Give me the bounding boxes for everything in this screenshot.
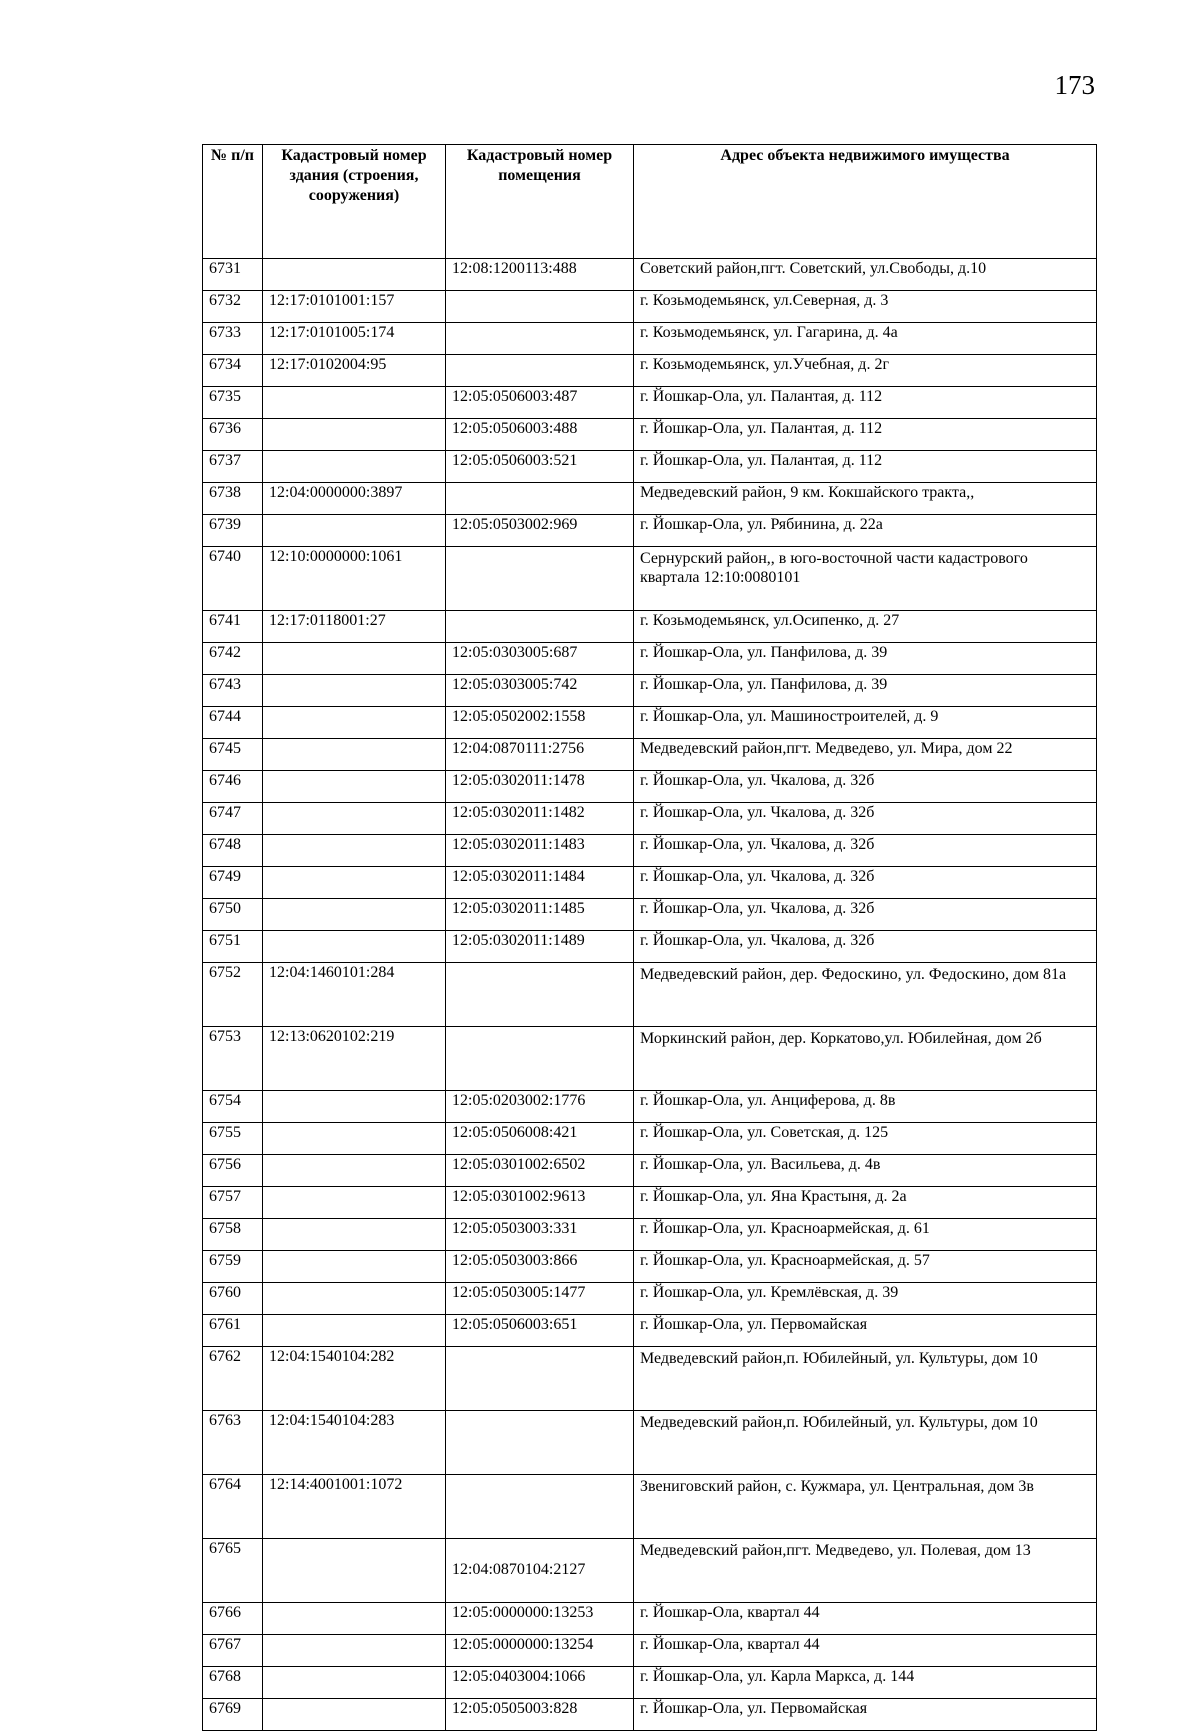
header-building-cadastral: Кадастровый номер здания (строения, сооружения) [263,145,446,259]
building-cadastral-number: 12:17:0101001:157 [263,291,446,323]
room-cadastral-number: 12:05:0506003:521 [446,451,634,483]
row-number: 6743 [203,675,263,707]
table-row [203,899,1097,931]
table-row [203,1347,1097,1411]
building-cadastral-number [263,1699,446,1731]
building-cadastral-number [263,1315,446,1347]
table-row [203,739,1097,771]
room-cadastral-number [446,355,634,387]
property-address: Сернурский район,, в юго-восточной части кадастрового квартала 12:10:0080101 [634,547,1097,611]
room-cadastral-number: 12:05:0502002:1558 [446,707,634,739]
property-address: Звениговский район, с. Кужмара, ул. Центральная, дом 3в [634,1475,1097,1539]
room-cadastral-number: 12:05:0506008:421 [446,1123,634,1155]
building-cadastral-number [263,931,446,963]
building-cadastral-number [263,1219,446,1251]
property-address: г. Йошкар-Ола, ул. Палантая, д. 112 [634,387,1097,419]
room-cadastral-number: 12:05:0503003:866 [446,1251,634,1283]
table-row [203,547,1097,611]
property-address: г. Йошкар-Ола, ул. Кремлёвская, д. 39 [634,1283,1097,1315]
table-row [203,259,1097,291]
row-number: 6754 [203,1091,263,1123]
table-row [203,835,1097,867]
table-row [203,1219,1097,1251]
property-address: г. Йошкар-Ола, ул. Палантая, д. 112 [634,419,1097,451]
room-cadastral-number: 12:05:0302011:1485 [446,899,634,931]
row-number: 6734 [203,355,263,387]
header-num: № п/п [203,145,263,259]
row-number: 6765 [203,1539,263,1603]
building-cadastral-number: 12:13:0620102:219 [263,1027,446,1091]
row-number: 6732 [203,291,263,323]
building-cadastral-number [263,1539,446,1603]
building-cadastral-number [263,1667,446,1699]
property-address: г. Йошкар-Ола, ул. Карла Маркса, д. 144 [634,1667,1097,1699]
property-address: г. Йошкар-Ола, квартал 44 [634,1603,1097,1635]
table-row [203,1603,1097,1635]
property-address: г. Йошкар-Ола, ул. Чкалова, д. 32б [634,931,1097,963]
property-address: Советский район,пгт. Советский, ул.Свободы, д.10 [634,259,1097,291]
table-row [203,355,1097,387]
table-row [203,483,1097,515]
room-cadastral-number [446,1347,634,1411]
table-row [203,1283,1097,1315]
row-number: 6752 [203,963,263,1027]
row-number: 6753 [203,1027,263,1091]
row-number: 6741 [203,611,263,643]
room-cadastral-number: 12:05:0302011:1478 [446,771,634,803]
room-cadastral-number: 12:04:0870104:2127 [446,1539,634,1603]
building-cadastral-number [263,451,446,483]
room-cadastral-number: 12:08:1200113:488 [446,259,634,291]
room-cadastral-number: 12:05:0503005:1477 [446,1283,634,1315]
row-number: 6768 [203,1667,263,1699]
table-row [203,643,1097,675]
room-cadastral-number: 12:05:0301002:9613 [446,1187,634,1219]
table-row [203,1475,1097,1539]
room-cadastral-number [446,611,634,643]
building-cadastral-number: 12:04:0000000:3897 [263,483,446,515]
property-address: г. Йошкар-Ола, ул. Палантая, д. 112 [634,451,1097,483]
property-address: г. Йошкар-Ола, ул. Рябинина, д. 22а [634,515,1097,547]
table-row [203,1123,1097,1155]
building-cadastral-number [263,803,446,835]
row-number: 6745 [203,739,263,771]
row-number: 6761 [203,1315,263,1347]
building-cadastral-number: 12:04:1460101:284 [263,963,446,1027]
room-cadastral-number: 12:05:0000000:13253 [446,1603,634,1635]
room-cadastral-number: 12:05:0503002:969 [446,515,634,547]
row-number: 6748 [203,835,263,867]
table-row [203,1315,1097,1347]
room-cadastral-number: 12:04:0870111:2756 [446,739,634,771]
building-cadastral-number [263,1187,446,1219]
property-address: г. Козьмодемьянск, ул.Осипенко, д. 27 [634,611,1097,643]
property-address: г. Йошкар-Ола, ул. Первомайская [634,1315,1097,1347]
building-cadastral-number: 12:10:0000000:1061 [263,547,446,611]
property-address: г. Йошкар-Ола, ул. Чкалова, д. 32б [634,835,1097,867]
row-number: 6758 [203,1219,263,1251]
property-address: г. Йошкар-Ола, ул. Чкалова, д. 32б [634,867,1097,899]
property-address: Моркинский район, дер. Коркатово,ул. Юбилейная, дом 2б [634,1027,1097,1091]
row-number: 6733 [203,323,263,355]
property-address: г. Йошкар-Ола, ул. Яна Крастыня, д. 2а [634,1187,1097,1219]
property-address: г. Йошкар-Ола, ул. Чкалова, д. 32б [634,803,1097,835]
table-row [203,771,1097,803]
property-address: г. Йошкар-Ола, ул. Чкалова, д. 32б [634,899,1097,931]
table-row [203,291,1097,323]
table-row [203,707,1097,739]
property-address: Медведевский район, дер. Федоскино, ул. Федоскино, дом 81а [634,963,1097,1027]
row-number: 6762 [203,1347,263,1411]
property-address: г. Йошкар-Ола, ул. Красноармейская, д. 61 [634,1219,1097,1251]
table-row [203,803,1097,835]
building-cadastral-number: 12:17:0102004:95 [263,355,446,387]
property-address: г. Козьмодемьянск, ул. Гагарина, д. 4а [634,323,1097,355]
property-address: Медведевский район,п. Юбилейный, ул. Культуры, дом 10 [634,1347,1097,1411]
building-cadastral-number [263,675,446,707]
row-number: 6747 [203,803,263,835]
row-number: 6735 [203,387,263,419]
property-address: Медведевский район, 9 км. Кокшайского тракта,, [634,483,1097,515]
building-cadastral-number: 12:17:0101005:174 [263,323,446,355]
table-row [203,1251,1097,1283]
row-number: 6737 [203,451,263,483]
room-cadastral-number: 12:05:0301002:6502 [446,1155,634,1187]
property-address: г. Козьмодемьянск, ул.Северная, д. 3 [634,291,1097,323]
row-number: 6750 [203,899,263,931]
building-cadastral-number [263,1603,446,1635]
row-number: 6759 [203,1251,263,1283]
room-cadastral-number: 12:05:0302011:1483 [446,835,634,867]
property-address: г. Йошкар-Ола, ул. Васильева, д. 4в [634,1155,1097,1187]
page-number: 173 [1054,70,1095,100]
room-cadastral-number [446,483,634,515]
property-address: Медведевский район,пгт. Медведево, ул. Мира, дом 22 [634,739,1097,771]
table-row [203,1635,1097,1667]
table-row [203,451,1097,483]
building-cadastral-number [263,707,446,739]
property-address: г. Йошкар-Ола, квартал 44 [634,1635,1097,1667]
room-cadastral-number [446,547,634,611]
room-cadastral-number: 12:05:0000000:13254 [446,1635,634,1667]
building-cadastral-number [263,1251,446,1283]
property-address: г. Йошкар-Ола, ул. Красноармейская, д. 57 [634,1251,1097,1283]
building-cadastral-number [263,867,446,899]
property-address: г. Йошкар-Ола, ул. Анциферова, д. 8в [634,1091,1097,1123]
table-row [203,1539,1097,1603]
row-number: 6738 [203,483,263,515]
row-number: 6740 [203,547,263,611]
table-row [203,515,1097,547]
table-row [203,1699,1097,1731]
building-cadastral-number [263,1123,446,1155]
room-cadastral-number: 12:05:0302011:1489 [446,931,634,963]
row-number: 6756 [203,1155,263,1187]
building-cadastral-number [263,1635,446,1667]
building-cadastral-number: 12:17:0118001:27 [263,611,446,643]
table-row [203,419,1097,451]
room-cadastral-number: 12:05:0506003:488 [446,419,634,451]
row-number: 6767 [203,1635,263,1667]
room-cadastral-number: 12:05:0403004:1066 [446,1667,634,1699]
row-number: 6769 [203,1699,263,1731]
building-cadastral-number [263,1155,446,1187]
row-number: 6731 [203,259,263,291]
row-number: 6736 [203,419,263,451]
room-cadastral-number: 12:05:0506003:487 [446,387,634,419]
building-cadastral-number [263,515,446,547]
building-cadastral-number [263,419,446,451]
table-row [203,611,1097,643]
room-cadastral-number [446,1411,634,1475]
table-row [203,1187,1097,1219]
room-cadastral-number: 12:05:0203002:1776 [446,1091,634,1123]
row-number: 6739 [203,515,263,547]
row-number: 6751 [203,931,263,963]
building-cadastral-number: 12:04:1540104:282 [263,1347,446,1411]
property-address: Медведевский район,пгт. Медведево, ул. Полевая, дом 13 [634,1539,1097,1603]
building-cadastral-number: 12:04:1540104:283 [263,1411,446,1475]
building-cadastral-number [263,1283,446,1315]
property-address: г. Йошкар-Ола, ул. Первомайская [634,1699,1097,1731]
table-row [203,931,1097,963]
row-number: 6760 [203,1283,263,1315]
property-address: Медведевский район,п. Юбилейный, ул. Культуры, дом 10 [634,1411,1097,1475]
room-cadastral-number [446,323,634,355]
property-address: г. Йошкар-Ола, ул. Чкалова, д. 32б [634,771,1097,803]
table-row [203,1027,1097,1091]
row-number: 6763 [203,1411,263,1475]
building-cadastral-number [263,387,446,419]
building-cadastral-number [263,771,446,803]
table-row [203,387,1097,419]
row-number: 6744 [203,707,263,739]
room-cadastral-number [446,963,634,1027]
building-cadastral-number [263,739,446,771]
room-cadastral-number: 12:05:0503003:331 [446,1219,634,1251]
table-row [203,963,1097,1027]
table-row [203,675,1097,707]
room-cadastral-number: 12:05:0303005:742 [446,675,634,707]
row-number: 6742 [203,643,263,675]
table-row [203,867,1097,899]
table-row [203,1411,1097,1475]
table-row [203,1667,1097,1699]
table-row [203,323,1097,355]
header-room-cadastral: Кадастровый номер помещения [446,145,634,259]
building-cadastral-number [263,1091,446,1123]
row-number: 6764 [203,1475,263,1539]
header-address: Адрес объекта недвижимого имущества [634,145,1097,259]
table-body [203,259,1097,1731]
table-row [203,1155,1097,1187]
room-cadastral-number: 12:05:0303005:687 [446,643,634,675]
property-address: г. Козьмодемьянск, ул.Учебная, д. 2г [634,355,1097,387]
room-cadastral-number: 12:05:0505003:828 [446,1699,634,1731]
table-header [203,145,1097,259]
room-cadastral-number: 12:05:0302011:1484 [446,867,634,899]
row-number: 6746 [203,771,263,803]
property-address: г. Йошкар-Ола, ул. Машиностроителей, д. 9 [634,707,1097,739]
room-cadastral-number [446,291,634,323]
row-number: 6749 [203,867,263,899]
property-address: г. Йошкар-Ола, ул. Советская, д. 125 [634,1123,1097,1155]
registry-table [202,144,1097,1731]
building-cadastral-number [263,835,446,867]
table-row [203,1091,1097,1123]
row-number: 6766 [203,1603,263,1635]
property-address: г. Йошкар-Ола, ул. Панфилова, д. 39 [634,675,1097,707]
room-cadastral-number [446,1475,634,1539]
room-cadastral-number [446,1027,634,1091]
building-cadastral-number [263,899,446,931]
building-cadastral-number [263,643,446,675]
building-cadastral-number [263,259,446,291]
row-number: 6757 [203,1187,263,1219]
building-cadastral-number: 12:14:4001001:1072 [263,1475,446,1539]
room-cadastral-number: 12:05:0302011:1482 [446,803,634,835]
property-address: г. Йошкар-Ола, ул. Панфилова, д. 39 [634,643,1097,675]
row-number: 6755 [203,1123,263,1155]
room-cadastral-number: 12:05:0506003:651 [446,1315,634,1347]
